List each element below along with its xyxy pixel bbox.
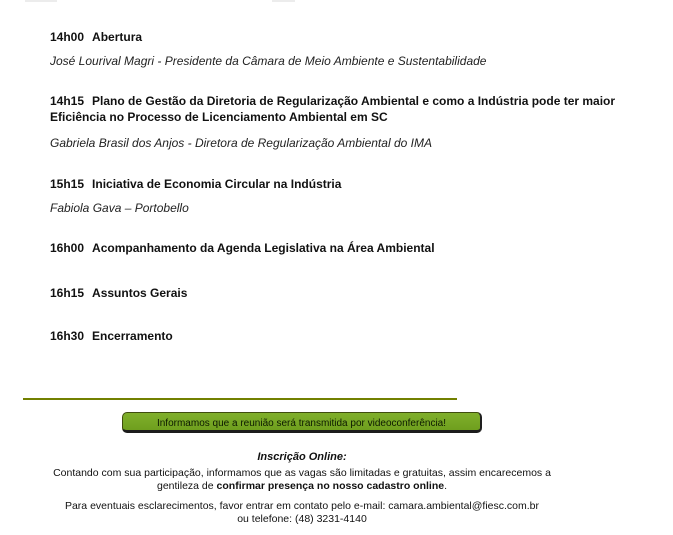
agenda-item-title: Plano de Gestão da Diretoria de Regularização Ambiental e como a Indústria pode ter maior Eficiência no Processo de Licenciamento Ambiental em SC bbox=[50, 94, 616, 124]
agenda-item-time: 14h00 bbox=[50, 30, 85, 44]
agenda-item-speaker: José Lourival Magri - Presidente da Câmara de Meio Ambiente e Sustentabilidade bbox=[50, 54, 487, 68]
agenda-item-title: Encerramento bbox=[92, 329, 173, 343]
participation-line2-suffix: . bbox=[444, 480, 448, 492]
videoconference-banner-button[interactable]: Informamos que a reunião será transmitida por videoconferência! bbox=[122, 412, 482, 433]
participation-line2-prefix: gentileza de bbox=[156, 480, 217, 492]
inscription-online-heading: Inscrição Online: bbox=[257, 451, 347, 463]
participation-note bbox=[0, 467, 604, 493]
agenda-item-title: Abertura bbox=[92, 30, 143, 44]
agenda-item-speaker: Fabiola Gava – Portobello bbox=[50, 201, 189, 215]
agenda-item-time: 16h15 bbox=[50, 286, 85, 300]
contact-phone-line: ou telefone: (48) 3231-4140 bbox=[237, 513, 367, 525]
contact-email-line: Para eventuais esclarecimentos, favor entrar em contato pelo e-mail: camara.ambiental@fiesc.com.br bbox=[64, 500, 540, 512]
contact-note bbox=[0, 500, 604, 526]
agenda-item-time: 16h30 bbox=[50, 329, 85, 343]
agenda-item-speaker: Gabriela Brasil dos Anjos - Diretora de Regularização Ambiental do IMA bbox=[50, 136, 432, 150]
agenda-item-time: 16h00 bbox=[50, 241, 85, 255]
agenda-item-time: 15h15 bbox=[50, 177, 85, 191]
agenda-item-title: Assuntos Gerais bbox=[92, 286, 188, 300]
agenda-item-title: Acompanhamento da Agenda Legislativa na Área Ambiental bbox=[92, 241, 435, 255]
confirm-presence-bold-text: confirmar presença no nosso cadastro online bbox=[216, 480, 445, 492]
agenda-item-time: 14h15 bbox=[50, 94, 85, 108]
participation-line1: Contando com sua participação, informamos que as vagas são limitadas e gratuitas, assim encarecemos a bbox=[53, 467, 551, 479]
agenda-item-title: Iniciativa de Economia Circular na Indústria bbox=[92, 177, 342, 191]
